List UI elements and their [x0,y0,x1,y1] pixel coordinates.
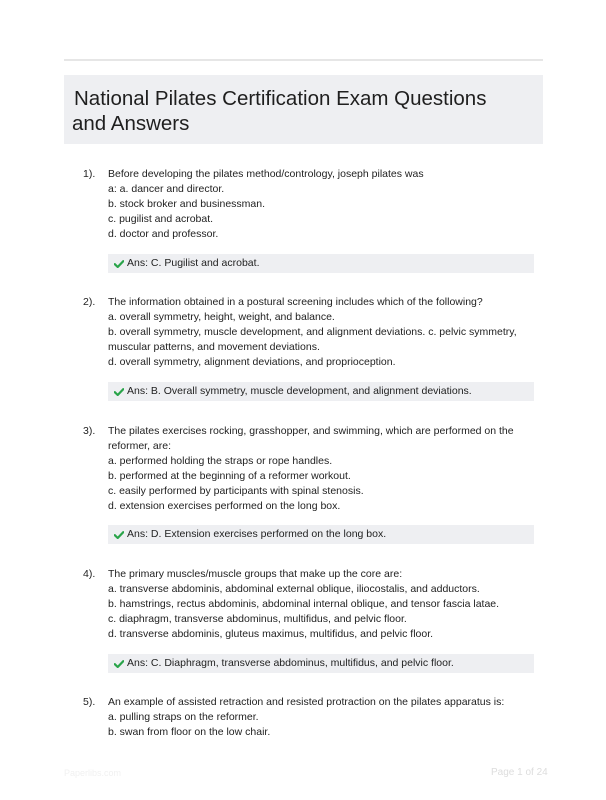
option-line: a. performed holding the straps or rope handles. [108,455,333,467]
option-line: b. stock broker and businessman. [108,198,265,210]
question-text [108,567,528,642]
page-title-line-1: National Pilates Certification Exam Questions [74,87,487,110]
question-stem: An example of assisted retraction and resisted protraction on the pilates apparatus is: [108,696,505,708]
answer-box-1 [108,254,534,273]
question-stem: The information obtained in a postural screening includes which of the following? [108,296,483,308]
option-line: a. pulling straps on the reformer. [108,711,259,723]
footer-source-watermark: Paperlibs.com [64,768,122,778]
option-line: b. performed at the beginning of a reformer workout. [108,470,351,482]
option-line: muscular patterns, and movement deviations. [108,341,320,353]
option-line: b. overall symmetry, muscle development, and alignment deviations. c. pelvic symmetry, [108,326,517,338]
question-number: 4). [83,568,96,580]
question-stem: The primary muscles/muscle groups that make up the core are: [108,568,403,580]
check-icon [114,388,124,396]
check-icon [114,660,124,668]
option-line: a. overall symmetry, height, weight, and balance. [108,311,335,323]
question-number: 2). [83,296,96,308]
option-line: b. swan from floor on the low chair. [108,726,271,738]
answer-text: Ans: D. Extension exercises performed on the long box. [127,528,387,540]
question-text [108,695,528,740]
option-line: d. overall symmetry, alignment deviations, and proprioception. [108,356,396,368]
top-divider [64,59,543,61]
check-icon [114,260,124,268]
option-line: c. diaphragm, transverse abdominus, multifidus, and pelvic floor. [108,613,407,625]
answer-text: Ans: C. Pugilist and acrobat. [127,257,260,269]
question-number: 3). [83,425,96,437]
question-number: 1). [83,168,96,180]
answer-box-2 [108,382,534,401]
title-banner [64,75,543,144]
answer-box-4 [108,654,534,673]
answer-text: Ans: B. Overall symmetry, muscle development, and alignment deviations. [127,385,472,397]
option-line: a: a. dancer and director. [108,183,225,195]
option-line: a. transverse abdominis, abdominal external oblique, iliocostalis, and adductors. [108,583,480,595]
option-line: b. hamstrings, rectus abdominis, abdominal internal oblique, and tensor fascia latae. [108,598,500,610]
option-line: d. extension exercises performed on the long box. [108,500,341,512]
page-number: Page 1 of 24 [491,767,548,778]
option-line: d. doctor and professor. [108,228,219,240]
question-stem: The pilates exercises rocking, grasshopper, and swimming, which are performed on the [108,425,514,437]
question-stem: Before developing the pilates method/contrology, joseph pilates was [108,168,424,180]
question-text [108,424,528,514]
answer-box-3 [108,525,534,544]
option-line: c. easily performed by participants with spinal stenosis. [108,485,364,497]
question-text [108,167,528,242]
option-line: d. transverse abdominis, gluteus maximus, multifidus, and pelvic floor. [108,628,434,640]
question-text [108,295,538,370]
check-icon [114,531,124,539]
question-stem: reformer, are: [108,440,172,452]
answer-text: Ans: C. Diaphragm, transverse abdominus, multifidus, and pelvic floor. [127,657,454,669]
option-line: c. pugilist and acrobat. [108,213,214,225]
question-number: 5). [83,696,96,708]
page-title-line-2: and Answers [72,112,190,135]
